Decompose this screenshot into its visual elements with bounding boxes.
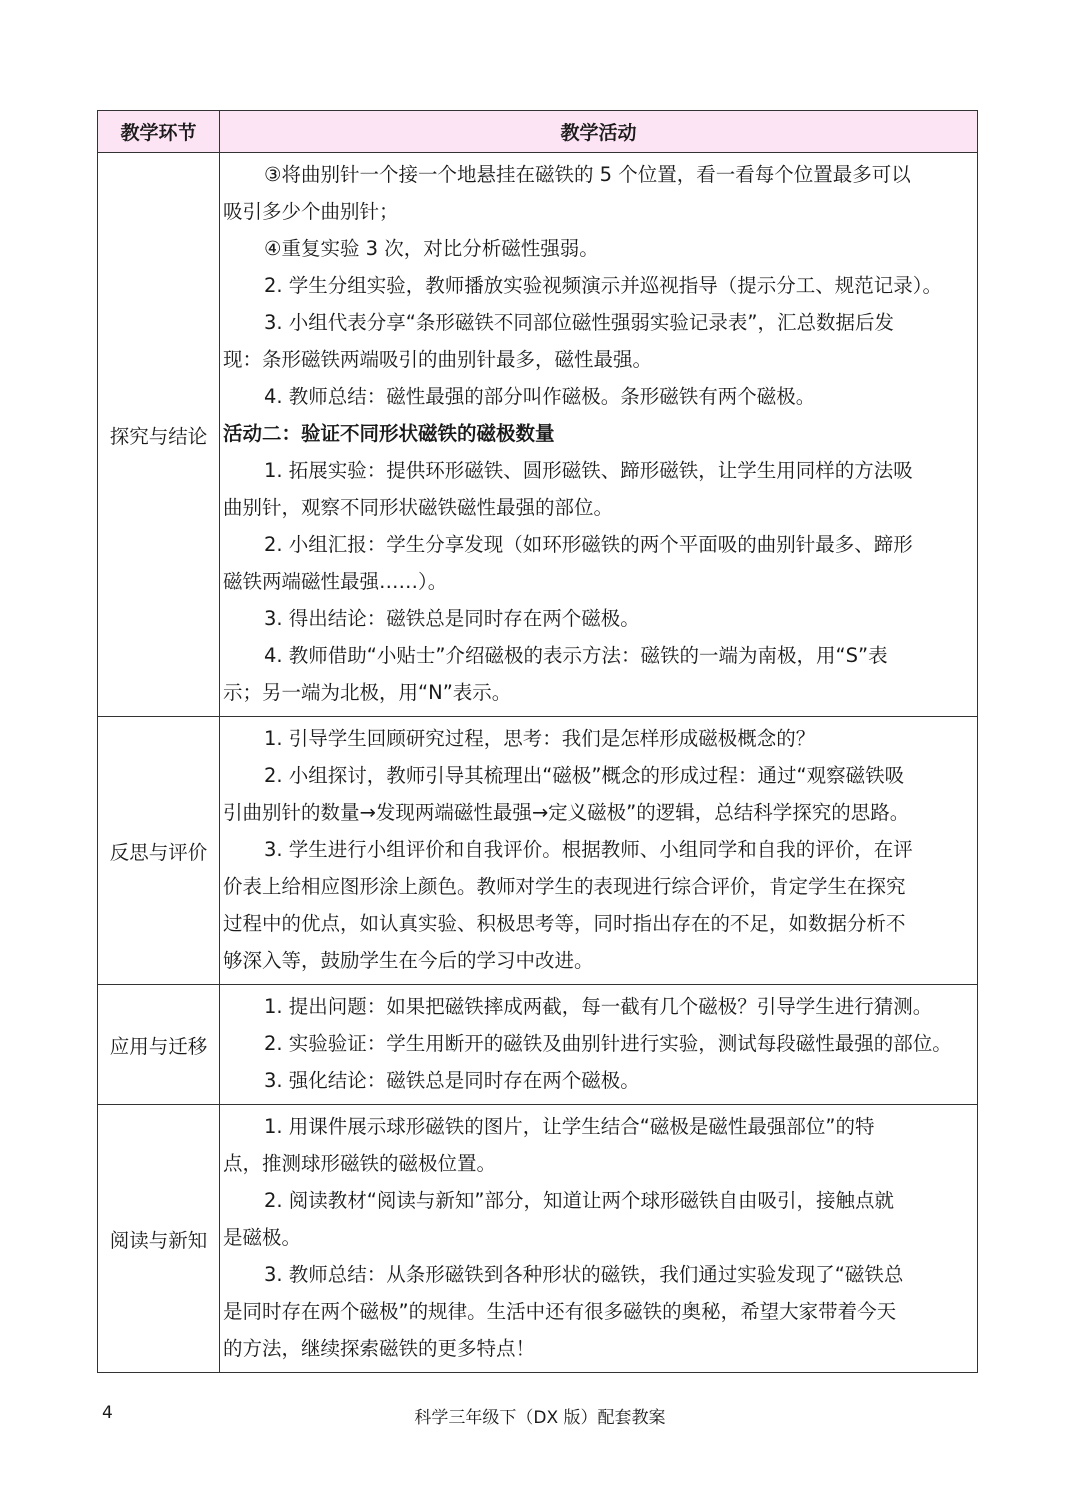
book-title: 科学三年级下（DX 版）配套教案: [414, 1408, 666, 1428]
table-body: [98, 153, 978, 1373]
stage-cell: 探究与结论: [98, 153, 220, 717]
activity-line: 磁铁两端磁性最强……）。: [223, 570, 448, 593]
activity-line: 吸引多少个曲别针；: [223, 200, 399, 223]
table-row: [98, 717, 978, 985]
activity-line: 够深入等，鼓励学生在今后的学习中改进。: [223, 949, 594, 972]
activity-line: 是同时存在两个磁极”的规律。生活中还有很多磁铁的奥秘，希望大家带着今天: [223, 1300, 897, 1323]
activity-line: 曲别针，观察不同形状磁铁磁性最强的部位。: [223, 496, 614, 519]
header-stage: 教学环节: [98, 111, 220, 153]
activity-line: 2. 学生分组实验，教师播放实验视频演示并巡视指导（提示分工、规范记录）。: [264, 274, 943, 297]
activity-line: 1. 提出问题：如果把磁铁摔成两截，每一截有几个磁极？引导学生进行猜测。: [264, 995, 933, 1018]
activity-line: 1. 拓展实验：提供环形磁铁、圆形磁铁、蹄形磁铁，让学生用同样的方法吸: [264, 459, 913, 482]
activity-line: 3. 强化结论：磁铁总是同时存在两个磁极。: [264, 1069, 640, 1092]
activity-line: 2. 小组汇报：学生分享发现（如环形磁铁的两个平面吸的曲别针最多、蹄形: [264, 533, 913, 556]
activity-line: 过程中的优点，如认真实验、积极思考等，同时指出存在的不足，如数据分析不: [223, 912, 906, 935]
stage-cell: 应用与迁移: [98, 985, 220, 1105]
activity-cell: [220, 717, 978, 985]
activity-line: 4. 教师总结：磁性最强的部分叫作磁极。条形磁铁有两个磁极。: [264, 385, 816, 408]
activity-heading: 活动二：验证不同形状磁铁的磁极数量: [223, 422, 555, 445]
activity-line: 4. 教师借助“小贴士”介绍磁极的表示方法：磁铁的一端为南极，用“S”表: [264, 644, 888, 667]
table-row: [98, 1105, 978, 1373]
lesson-plan-table: [97, 110, 978, 1373]
activity-line: 2. 小组探讨，教师引导其梳理出“磁极”概念的形成过程：通过“观察磁铁吸: [264, 764, 905, 787]
activity-line: 3. 小组代表分享“条形磁铁不同部位磁性强弱实验记录表”，汇总数据后发: [264, 311, 895, 334]
table-row: [98, 153, 978, 717]
page-number: 4: [102, 1403, 113, 1423]
activity-line: 引曲别针的数量→发现两端磁性最强→定义磁极”的逻辑，总结科学探究的思路。: [223, 801, 910, 824]
activity-cell: [220, 985, 978, 1105]
activity-line: 现：条形磁铁两端吸引的曲别针最多，磁性最强。: [223, 348, 653, 371]
table-row: [98, 985, 978, 1105]
activity-line: 的方法，继续探索磁铁的更多特点！: [223, 1337, 536, 1360]
stage-cell: 阅读与新知: [98, 1105, 220, 1373]
activity-cell: [220, 1105, 978, 1373]
activity-line: ③将曲别针一个接一个地悬挂在磁铁的 5 个位置，看一看每个位置最多可以: [264, 163, 911, 186]
stage-cell: 反思与评价: [98, 717, 220, 985]
activity-cell: [220, 153, 978, 717]
activity-line: 价表上给相应图形涂上颜色。教师对学生的表现进行综合评价，肯定学生在探究: [223, 875, 906, 898]
activity-line: ④重复实验 3 次，对比分析磁性强弱。: [264, 237, 599, 260]
header-activity: 教学活动: [220, 111, 978, 153]
activity-line: 3. 教师总结：从条形磁铁到各种形状的磁铁，我们通过实验发现了“磁铁总: [264, 1263, 904, 1286]
activity-line: 示；另一端为北极，用“N”表示。: [223, 681, 512, 704]
activity-line: 2. 实验验证：学生用断开的磁铁及曲别针进行实验，测试每段磁性最强的部位。: [264, 1032, 952, 1055]
activity-line: 3. 得出结论：磁铁总是同时存在两个磁极。: [264, 607, 640, 630]
activity-line: 2. 阅读教材“阅读与新知”部分，知道让两个球形磁铁自由吸引，接触点就: [264, 1189, 895, 1212]
activity-line: 是磁极。: [223, 1226, 302, 1249]
table-header-row: [98, 111, 978, 153]
activity-line: 3. 学生进行小组评价和自我评价。根据教师、小组同学和自我的评价，在评: [264, 838, 913, 861]
activity-line: 点，推测球形磁铁的磁极位置。: [223, 1152, 497, 1175]
activity-line: 1. 引导学生回顾研究过程，思考：我们是怎样形成磁极概念的？: [264, 727, 816, 750]
activity-line: 1. 用课件展示球形磁铁的图片，让学生结合“磁极是磁性最强部位”的特: [264, 1115, 875, 1138]
